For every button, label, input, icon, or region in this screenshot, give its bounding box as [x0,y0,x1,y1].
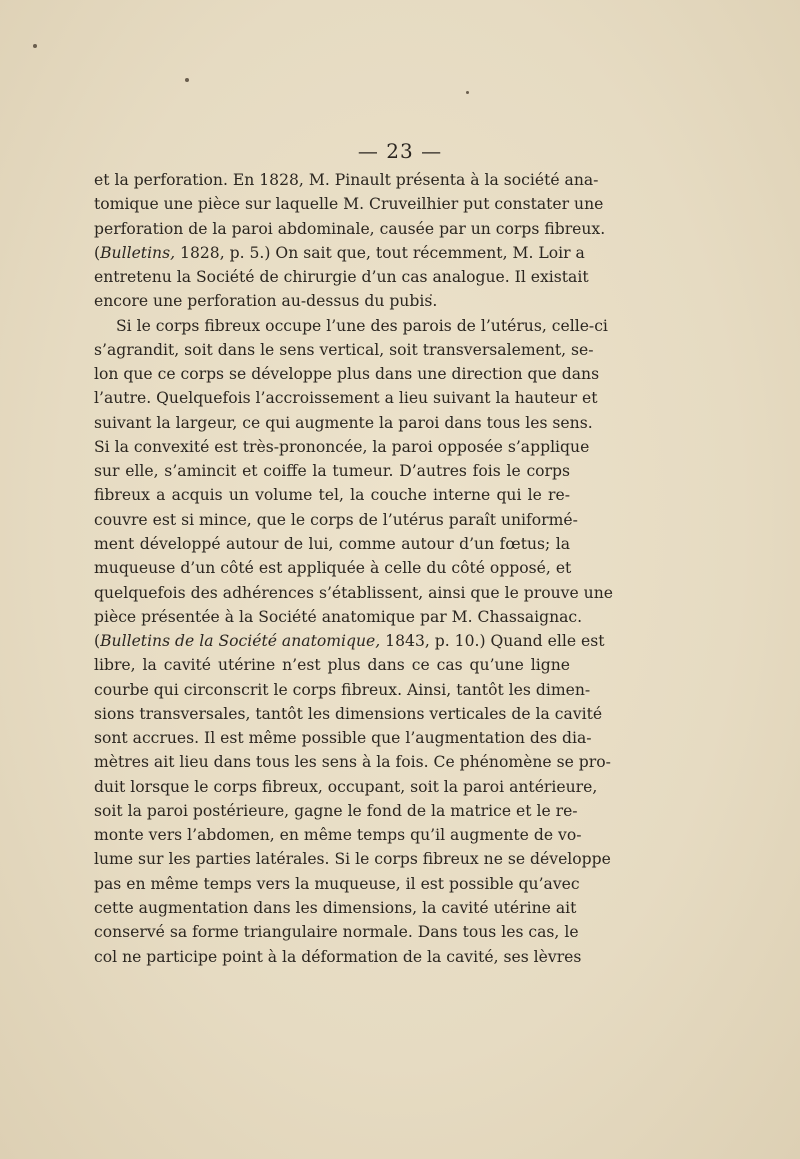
text-line [94,629,605,653]
text-line [94,775,598,799]
text-line [94,265,589,289]
text-segment: s’agrandit, soit dans le sens vertical, soit transversalement, se- [94,340,594,359]
text-line [94,192,604,216]
text-line [94,726,592,750]
text-segment: soit la paroi postérieure, gagne le fond de la matrice et le re- [94,801,578,820]
italic-citation: Bulletins, [100,243,176,262]
text-line [94,605,583,629]
text-line [94,362,600,386]
text-line [94,896,577,920]
body-text [94,168,613,969]
text-segment: monte vers l’abdomen, en même temps qu’il augmente de vo- [94,826,582,845]
text-segment: mètres ait lieu dans tous les sens à la fois. Ce phénomène se pro- [94,753,611,772]
text-segment: pas en même temps vers la muqueuse, il est possible qu’avec [94,874,580,893]
text-line [94,338,594,362]
text-segment: ( [94,243,101,262]
text-segment: sions transversales, tantôt les dimensions verticales de la cavité [94,704,603,723]
text-segment: perforation de la paroi abdominale, causée par un corps fibreux. [94,219,606,238]
text-segment: 1843, p. 10.) Quand elle est [380,632,605,651]
text-segment: col ne participe point à la déformation de la cavité, ses lèvres [94,947,582,966]
text-line [94,799,578,823]
text-segment: 1828, p. 5.) On sait que, tout récemment, M. Loir a [175,243,585,262]
text-segment: tomique une pièce sur laquelle M. Cruveilhier put constater une [94,195,604,214]
text-segment: couvre est si mince, que le corps de l’utérus paraît uniformé- [94,510,578,529]
text-segment: sur elle, s’amincit et coiffe la tumeur. D’autres fois le corps [94,462,570,481]
text-line [94,241,585,265]
text-segment: quelquefois des adhérences s’établissent, ainsi que le prouve une [94,583,613,602]
text-line [94,217,606,241]
text-segment: et la perforation. En 1828, M. Pinault présenta à la société ana- [94,171,599,189]
text-line [94,459,570,483]
text-line [94,508,578,532]
text-segment: sont accrues. Il est même possible que l’augmentation des dia- [94,729,592,748]
text-segment: ( [94,632,101,651]
text-line [94,411,593,435]
text-line [94,314,608,338]
text-segment: ment développé autour de lui, comme autour d’un fœtus; la [94,534,570,553]
text-segment: lon que ce corps se développe plus dans une direction que dans [94,365,600,384]
ink-speck [185,78,189,82]
text-line [94,483,570,507]
text-segment: duit lorsque le corps fibreux, occupant, soit la paroi antérieure, [94,777,598,796]
text-segment: lume sur les parties latérales. Si le corps fibreux ne se développe [94,850,611,869]
text-segment: cette augmentation dans les dimensions, la cavité utérine ait [94,898,577,917]
text-line [94,556,570,580]
text-segment: entretenu la Société de chirurgie d’un cas analogue. Il existait [94,268,589,287]
text-segment: fibreux a acquis un volume tel, la couche interne qui le re- [94,486,570,505]
text-line [94,289,570,313]
text-segment: libre, la cavité utérine n’est plus dans ce cas qu’une ligne [94,656,570,675]
text-segment: courbe qui circonscrit le corps fibreux. Ainsi, tantôt les dimen- [94,680,591,699]
text-segment: pièce présentée à la Société anatomique par M. Chassaignac. [94,607,583,626]
italic-citation: Bulletins de la Société anatomique, [100,632,381,651]
text-line [94,823,582,847]
text-line [94,920,579,944]
text-segment: encore une perforation au-dessus du pubis. [94,292,438,311]
text-line [94,945,582,969]
text-line [94,532,570,556]
text-line [94,872,580,896]
text-line [94,750,611,774]
text-line [94,581,613,605]
ink-speck [33,44,37,48]
text-line [94,847,611,871]
text-line [94,386,598,410]
text-segment: suivant la largeur, ce qui augmente la paroi dans tous les sens. [94,413,593,432]
text-segment: Si le corps fibreux occupe l’une des parois de l’utérus, celle-ci [116,316,608,335]
ink-speck [466,91,469,94]
text-line [94,702,603,726]
text-line [94,653,570,677]
text-line [94,435,590,459]
text-segment: conservé sa forme triangulaire normale. Dans tous les cas, le [94,923,579,942]
text-segment: Si la convexité est très-prononcée, la paroi opposée s’applique [94,437,590,456]
text-line [94,678,591,702]
text-segment: muqueuse d’un côté est appliquée à celle du côté opposé, et [94,559,572,578]
text-segment: l’autre. Quelquefois l’accroissement a lieu suivant la hauteur et [94,389,598,408]
text-line [94,168,599,192]
page-number: — 23 — [357,139,443,163]
